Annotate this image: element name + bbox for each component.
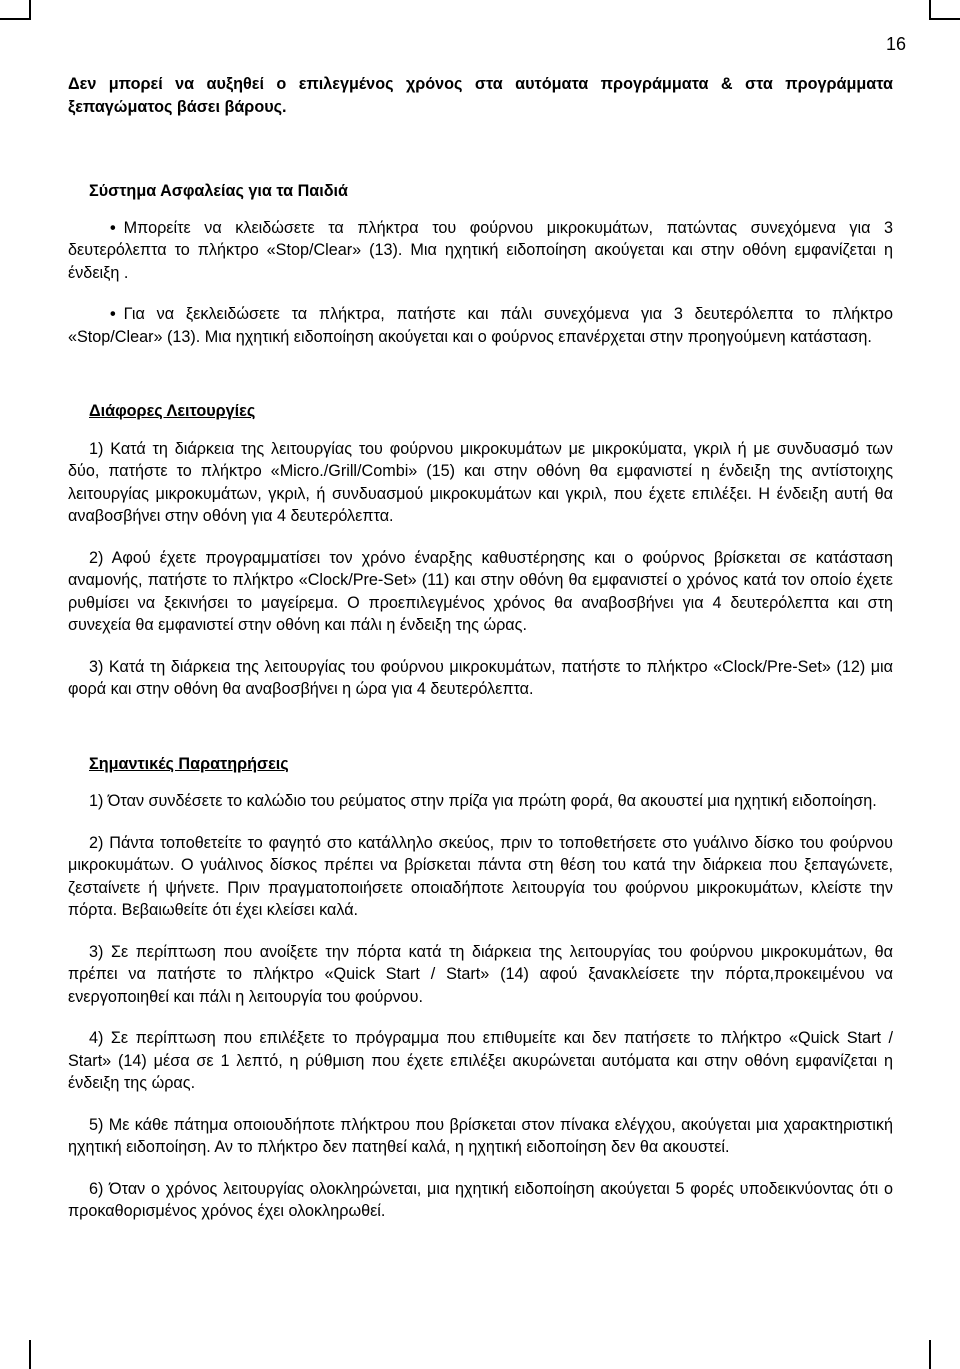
notice-paragraph: Δεν μπορεί να αυξηθεί ο επιλεγμένος χρόνος στα αυτόματα προγράμματα & στα προγράμματα ξεπαγώματος βάσει βάρους. xyxy=(68,75,893,116)
note-item: 6) Όταν ο χρόνος λειτουργίας ολοκληρώνεται, μια ηχητική ειδοποίηση ακούγεται 5 φορές υποδεικνύοντας ότι ο προκαθορισμένος χρόνος έχει ολοκληρωθεί. xyxy=(68,1179,893,1220)
page-number: 16 xyxy=(885,34,906,54)
note-item: 5) Με κάθε πάτημα οποιουδήποτε πλήκτρου που βρίσκεται στον πίνακα ελέγχου, ακούγεται μια χαρακτηριστική ηχητική ειδοποίηση. Αν το πλήκτρο δεν πατηθεί καλά, η ηχητική ειδοποίηση δεν θα ακουστεί. xyxy=(68,1115,893,1156)
child-lock-bullet xyxy=(68,303,893,348)
crop-mark-top-right xyxy=(929,0,931,20)
misc-functions-title: Διάφορες Λειτουργίες xyxy=(89,402,256,420)
page-content xyxy=(68,73,893,1223)
child-lock-bullet xyxy=(68,217,893,285)
crop-mark-top-left xyxy=(0,18,31,20)
bullet-icon: • xyxy=(110,305,116,323)
bullet-icon: • xyxy=(110,218,116,237)
crop-mark-top-right xyxy=(929,18,960,20)
important-notes-title: Σημαντικές Παρατηρήσεις xyxy=(89,754,289,773)
child-lock-title: Σύστημα Ασφαλείας για τα Παιδιά xyxy=(89,182,348,200)
note-item: 4) Σε περίπτωση που επιλέξετε το πρόγραμμα που επιθυμείτε και δεν πατήσετε το πλήκτρο «Quick Start / Start» (14) μέσα σε 1 λεπτό, η ρύθμιση που έχετε επιλέξει ακυρώνεται αυτόματα και στην οθόνη εμφανίζεται η ένδειξη της ώρας. xyxy=(68,1029,893,1092)
crop-mark-bottom-left xyxy=(29,1340,31,1369)
crop-mark-bottom-right xyxy=(929,1340,931,1369)
misc-item: 2) Αφού έχετε προγραμματίσει τον χρόνο έναρξης καθυστέρησης και ο φούρνος βρίσκεται σε κατάσταση αναμονής, πατήστε το πλήκτρο «Clock/Pre-Set» (11) και στην οθόνη θα εμφανιστεί ο χρόνος κατά τον οποίο έχετε ρυθμίσει να ξεκινήσει το μαγείρεμα. Ο προεπιλεγμένος χρόνος θα αναβοσβήνει για 4 δευτερόλεπτα και στη συνεχεία θα εμφανιστεί στην οθόνη και πάλι η ένδειξη της ώρας. xyxy=(68,548,893,634)
crop-mark-top-left xyxy=(29,0,31,20)
bullet-text: Μπορείτε να κλειδώσετε τα πλήκτρα του φούρνου μικροκυμάτων, πατώντας συνεχόμενα για 3 δευτερόλεπτα το πλήκτρο «Stop/Clear» (13). Μια ηχητική ειδοποίηση ακούγεται και στην οθόνη εμφανίζεται η ένδειξη . xyxy=(68,218,893,282)
misc-item: 3) Κατά τη διάρκεια της λειτουργίας του φούρνου μικροκυμάτων, πατήστε το πλήκτρο «Clock/Pre-Set» (12) μια φορά και στην οθόνη θα αναβοσβήνει η ώρα για 4 δευτερόλεπτα. xyxy=(68,657,893,698)
note-item: 1) Όταν συνδέσετε το καλώδιο του ρεύματος στην πρίζα για πρώτη φορά, θα ακουστεί μια ηχητική ειδοποίηση. xyxy=(89,792,877,810)
misc-item: 1) Κατά τη διάρκεια της λειτουργίας του φούρνου μικροκυμάτων με μικροκύματα, γκριλ ή με συνδυασμό των δύο, πατήστε το πλήκτρο «Micro./Grill/Combi» (15) και στην οθόνη θα εμφανιστεί η ένδειξη της αντίστοιχης λειτουργίας μικροκυμάτων, γκριλ, ή συνδυασμού μικροκυμάτων και γκριλ, που έχετε επιλέξει. Η ένδειξη αυτή θα αναβοσβήνει στην οθόνη για 4 δευτερόλεπτα. xyxy=(68,439,893,525)
note-item: 2) Πάντα τοποθετείτε το φαγητό στο κατάλληλο σκεύος, πριν το τοποθετήσετε στο γυάλινο δίσκο του φούρνου μικροκυμάτων. Ο γυάλινος δίσκος πρέπει να βρίσκεται πάντα στη θέση του κατά την διάρκεια που ξεπαγώνετε, ζεσταίνετε ή ψήνετε. Πριν πραγματοποιήσετε οποιαδήποτε λειτουργία του φούρνου μικροκυμάτων, κλείστε την πόρτα. Βεβαιωθείτε ότι έχει κλείσει καλά. xyxy=(68,833,893,919)
note-item: 3) Σε περίπτωση που ανοίξετε την πόρτα κατά τη διάρκεια της λειτουργίας του φούρνου μικροκυμάτων, θα πρέπει να πατήστε το πλήκτρο «Quick Start / Start» (14) αφού ξανακλείσετε την πόρτα,προκειμένου να ενεργοποιηθεί και πάλι η λειτουργία του φούρνου. xyxy=(68,942,893,1006)
bullet-text: Για να ξεκλειδώσετε τα πλήκτρα, πατήστε και πάλι συνεχόμενα για 3 δευτερόλεπτα το πλήκτρο «Stop/Clear» (13). Μια ηχητική ειδοποίηση ακούγεται και ο φούρνος επανέρχεται στην προηγούμενη κατάσταση. xyxy=(68,305,893,346)
